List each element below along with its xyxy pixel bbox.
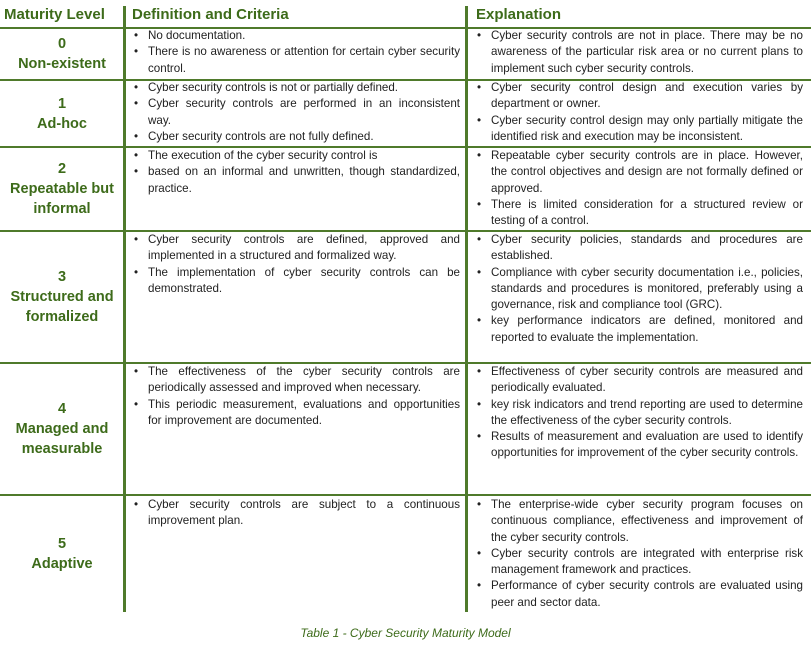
explanation-item: • Cyber security control design and execution varies by department or owner.	[475, 80, 803, 113]
level-1	[4, 81, 120, 146]
level-name: Ad-hoc	[37, 115, 87, 132]
definition-cell-3	[132, 232, 460, 297]
definition-item: • Cyber security controls are subject to a continuous improvement plan.	[132, 497, 460, 530]
header-maturity-level: Maturity Level	[4, 6, 105, 23]
explanation-item: • Cyber security controls are not in place. There may be no awareness of the particular risk area or no current plans to implement such cyber security controls.	[475, 28, 803, 77]
explanation-item: • key risk indicators and trend reporting are used to determine the effectiveness of the cyber security controls.	[475, 397, 803, 430]
explanation-item: • There is limited consideration for a structured review or testing of a control.	[475, 197, 803, 230]
definition-item: • Cyber security controls are not fully defined.	[132, 129, 460, 145]
explanation-item: • Repeatable cyber security controls are in place. However, the control objectives and design are not formally defined or approved.	[475, 148, 803, 197]
definition-item: • Cyber security controls are performed in an inconsistent way.	[132, 96, 460, 129]
definition-cell-1	[132, 80, 460, 145]
level-number: 1	[57, 95, 67, 112]
explanation-cell-3	[475, 232, 803, 346]
explanation-item: • Results of measurement and evaluation are used to identify opportunities for improvement of the cyber security controls.	[475, 429, 803, 462]
level-name: Structured and formalized	[10, 289, 114, 325]
level-0	[4, 29, 120, 79]
definition-cell-4	[132, 364, 460, 429]
definition-item: • The execution of the cyber security control is	[132, 148, 460, 164]
level-number: 5	[57, 536, 67, 552]
level-3	[4, 232, 120, 362]
level-number: 3	[57, 269, 67, 285]
level-number: 0	[57, 36, 67, 52]
definition-item: • The effectiveness of the cyber security controls are periodically assessed and improved when necessary.	[132, 364, 460, 397]
level-name: Non-existent	[18, 56, 106, 72]
level-number: 2	[57, 161, 67, 177]
definition-cell-2	[132, 148, 460, 197]
column-divider-1	[123, 6, 126, 612]
definition-item: • The implementation of cyber security controls can be demonstrated.	[132, 265, 460, 298]
header-explanation: Explanation	[476, 6, 562, 23]
definition-item: • No documentation.	[132, 28, 460, 44]
definition-item: • based on an informal and unwritten, though standardized, practice.	[132, 164, 460, 197]
level-5	[4, 496, 120, 612]
explanation-item: • Cyber security controls are integrated with enterprise risk management framework and practices.	[475, 546, 803, 579]
definition-cell-5	[132, 497, 460, 530]
explanation-item: • Performance of cyber security controls are evaluated using peer and sector data.	[475, 578, 803, 611]
level-number: 4	[57, 401, 67, 417]
explanation-item: • key performance indicators are defined, monitored and reported to evaluate the implementation.	[475, 313, 803, 346]
definition-item: • Cyber security controls is not or partially defined.	[132, 80, 460, 96]
level-4	[4, 364, 120, 494]
table-caption: Table 1 - Cyber Security Maturity Model	[300, 626, 511, 640]
definition-item: • This periodic measurement, evaluations and opportunities for improvement are documented.	[132, 397, 460, 430]
definition-cell-0	[132, 28, 460, 77]
explanation-cell-0	[475, 28, 803, 77]
level-name: Repeatable but informal	[10, 181, 114, 217]
explanation-cell-2	[475, 148, 803, 229]
row-divider	[0, 494, 811, 496]
level-name: Adaptive	[31, 556, 93, 572]
explanation-item: • Effectiveness of cyber security controls are measured and periodically evaluated.	[475, 364, 803, 397]
explanation-item: • Cyber security policies, standards and procedures are established.	[475, 232, 803, 265]
explanation-item: • The enterprise-wide cyber security program focuses on continuous compliance, effectiveness and improvement of the cyber security controls.	[475, 497, 803, 546]
explanation-item: • Compliance with cyber security documentation i.e., policies, standards and procedures is monitored, preferably using a governance, risk and compliance tool (GRC).	[475, 265, 803, 314]
column-divider-2	[465, 6, 468, 612]
definition-item: • There is no awareness or attention for certain cyber security control.	[132, 44, 460, 77]
explanation-cell-5	[475, 497, 803, 611]
header-definition: Definition and Criteria	[132, 6, 289, 23]
level-2	[4, 148, 120, 230]
explanation-cell-1	[475, 80, 803, 145]
level-name: Managed and measurable	[15, 421, 109, 457]
definition-item: • Cyber security controls are defined, approved and implemented in a structured and formalized way.	[132, 232, 460, 265]
explanation-cell-4	[475, 364, 803, 462]
explanation-item: • Cyber security control design may only partially mitigate the identified risk and execution may be inconsistent.	[475, 113, 803, 146]
